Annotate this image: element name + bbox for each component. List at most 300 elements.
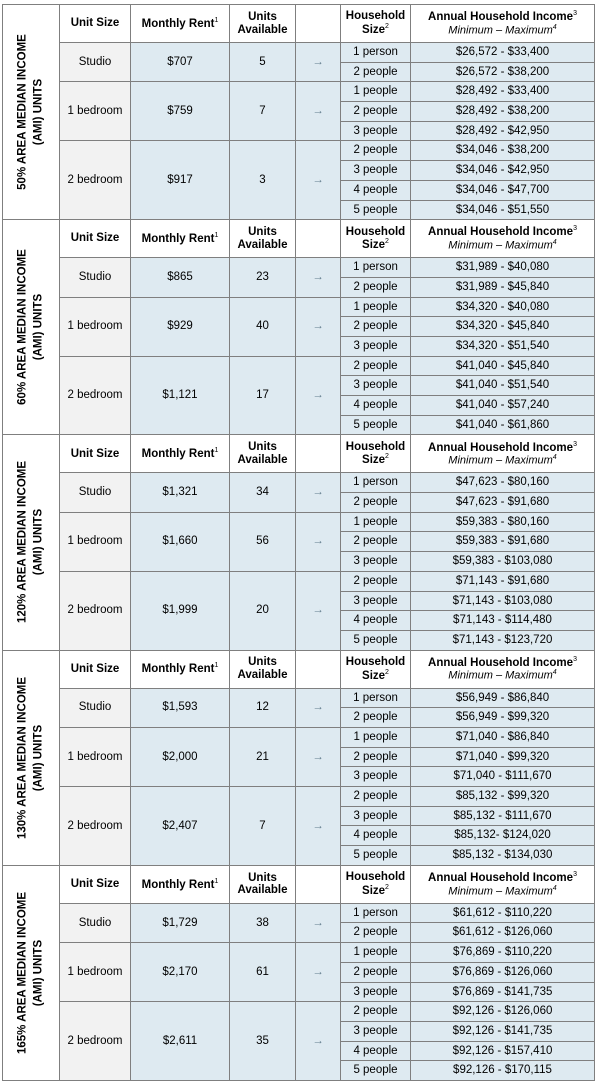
household-size-text: 5 people	[353, 633, 398, 646]
household-size-text: 1 person	[353, 476, 398, 489]
arrow-right-glyph: →	[312, 105, 324, 118]
unit-size-cell	[60, 473, 131, 512]
units-available-text: 12	[256, 701, 269, 714]
table-row	[3, 1002, 595, 1022]
units-available-header	[230, 220, 296, 258]
arrow-right-icon	[296, 141, 341, 220]
monthly-rent-cell	[131, 943, 230, 1002]
income-range-subheader-text: Minimum – Maximum	[448, 24, 553, 37]
annual-income-header-text: Annual Household Income	[428, 871, 574, 884]
monthly-rent-text: $929	[167, 320, 193, 333]
footnote-marker: 4	[552, 239, 557, 247]
income-range-cell	[411, 943, 595, 963]
income-range-text: $85,132 - $111,670	[453, 809, 552, 822]
income-range-text: $34,046 - $38,200	[455, 144, 550, 157]
household-size-text: 2 people	[353, 496, 398, 509]
household-size-cell	[341, 727, 411, 747]
household-size-text: 1 person	[353, 906, 398, 919]
household-size-text: 3 people	[353, 164, 398, 177]
monthly-rent-cell	[131, 787, 230, 866]
income-range-cell	[411, 161, 595, 181]
household-size-cell	[341, 82, 411, 102]
units-available-cell	[230, 512, 296, 571]
household-size-cell	[341, 493, 411, 513]
income-range-subheader	[411, 24, 594, 37]
unit-size-cell	[60, 141, 131, 220]
income-range-text: $92,126 - $157,410	[452, 1044, 553, 1057]
income-range-cell	[411, 62, 595, 82]
units-available-text: 7	[259, 105, 266, 118]
income-range-cell	[411, 180, 595, 200]
monthly-rent-header	[131, 650, 230, 688]
table-row	[3, 473, 595, 493]
household-size-cell	[341, 982, 411, 1002]
arrow-right-glyph: →	[312, 486, 324, 499]
units-available-cell	[230, 82, 296, 141]
arrow-right-glyph: →	[312, 819, 324, 832]
income-range-cell	[411, 1041, 595, 1061]
household-size-cell	[341, 62, 411, 82]
income-range-text: $56,949 - $86,840	[455, 691, 550, 704]
annual-income-header	[411, 865, 595, 903]
income-range-cell	[411, 297, 595, 317]
monthly-rent-text: $917	[167, 173, 193, 186]
units-available-header-text: Units Available	[237, 226, 288, 251]
income-range-text: $31,989 - $45,840	[455, 280, 550, 293]
household-size-text: 2 people	[353, 105, 398, 118]
table-row	[3, 688, 595, 708]
household-size-text: 2 people	[353, 926, 398, 939]
income-range-text: $41,040 - $45,840	[455, 359, 550, 372]
income-range-text: $41,040 - $51,540	[455, 379, 550, 392]
annual-income-header	[411, 435, 595, 473]
income-range-cell	[411, 1021, 595, 1041]
income-range-text: $71,143 - $91,680	[455, 574, 550, 587]
income-range-cell	[411, 903, 595, 923]
household-size-cell	[341, 1061, 411, 1081]
arrow-right-glyph: →	[312, 320, 324, 333]
income-range-text: $92,126 - $170,115	[453, 1064, 552, 1077]
arrow-header	[296, 435, 341, 473]
footnote-marker: 3	[573, 871, 577, 879]
footnote-marker: 1	[214, 662, 219, 670]
household-size-header	[341, 865, 411, 903]
units-available-header-text: Units Available	[237, 441, 288, 466]
arrow-right-glyph: →	[312, 389, 324, 402]
income-range-text: $61,612 - $110,220	[453, 906, 552, 919]
arrow-right-glyph: →	[312, 271, 324, 284]
monthly-rent-text: $2,000	[162, 750, 198, 763]
units-available-header-text: Units Available	[237, 10, 288, 36]
income-range-subheader-text: Minimum – Maximum	[448, 670, 553, 683]
arrow-right-glyph: →	[312, 916, 324, 929]
units-available-text: 20	[256, 604, 269, 617]
annual-income-header	[411, 220, 595, 258]
footnote-marker: 3	[573, 10, 577, 18]
arrow-right-icon	[296, 43, 341, 82]
units-available-header-text: Units Available	[237, 656, 288, 682]
income-range-text: $85,132- $124,020	[454, 829, 551, 842]
household-size-text: 2 people	[353, 965, 398, 978]
income-range-text: $76,869 - $141,735	[452, 985, 553, 998]
monthly-rent-cell	[131, 512, 230, 571]
household-size-header	[341, 435, 411, 473]
household-size-text: 5 people	[353, 849, 398, 862]
units-available-cell	[230, 571, 296, 650]
ami-level-label	[3, 865, 60, 1080]
income-range-subheader	[411, 885, 594, 898]
arrow-right-glyph: →	[312, 1034, 324, 1047]
household-size-cell	[341, 180, 411, 200]
income-range-cell	[411, 767, 595, 787]
unit-size-text: 1 bedroom	[67, 965, 123, 978]
arrow-right-icon	[296, 297, 341, 356]
ami-rent-table	[2, 4, 595, 1081]
income-range-text: $59,383 - $103,080	[452, 555, 553, 568]
unit-size-header-text: Unit Size	[70, 17, 120, 30]
unit-size-cell	[60, 297, 131, 356]
units-available-cell	[230, 141, 296, 220]
income-range-cell	[411, 277, 595, 297]
income-range-cell	[411, 102, 595, 122]
ami-level-text: 165% AREA MEDIAN INCOME (AMI) UNITS	[16, 891, 44, 1054]
annual-income-header-line	[428, 11, 577, 23]
footnote-marker: 4	[552, 23, 557, 31]
table-row	[3, 787, 595, 807]
income-range-cell	[411, 591, 595, 611]
household-size-text: 2 people	[353, 790, 398, 803]
household-size-cell	[341, 806, 411, 826]
monthly-rent-cell	[131, 727, 230, 786]
header-row	[3, 220, 595, 258]
income-range-text: $61,612 - $126,060	[452, 926, 553, 939]
ami-level-label	[3, 220, 60, 435]
units-available-cell	[230, 356, 296, 435]
arrow-right-glyph: →	[312, 750, 324, 763]
table-row	[3, 141, 595, 161]
units-available-cell	[230, 258, 296, 297]
household-size-cell	[341, 102, 411, 122]
footnote-marker: 2	[385, 23, 389, 31]
household-size-cell	[341, 297, 411, 317]
monthly-rent-header-text: Monthly Rent	[141, 17, 215, 30]
units-available-cell	[230, 473, 296, 512]
household-size-header	[341, 650, 411, 688]
income-range-text: $71,040 - $111,670	[453, 770, 552, 783]
household-size-cell	[341, 903, 411, 923]
footnote-marker: 3	[573, 225, 577, 233]
annual-income-header-text: Annual Household Income	[428, 226, 574, 239]
household-size-header-text: Household Size	[345, 10, 406, 36]
income-range-subheader	[411, 669, 594, 682]
income-range-cell	[411, 493, 595, 513]
arrow-right-glyph: →	[312, 965, 324, 978]
income-range-subheader	[411, 454, 594, 467]
household-size-text: 1 people	[353, 515, 398, 528]
monthly-rent-header	[131, 435, 230, 473]
annual-income-header	[411, 650, 595, 688]
units-available-cell	[230, 787, 296, 866]
header-row	[3, 650, 595, 688]
unit-size-cell	[60, 727, 131, 786]
household-size-cell	[341, 317, 411, 337]
income-range-text: $71,040 - $86,840	[455, 730, 550, 743]
income-range-cell	[411, 376, 595, 396]
units-available-cell	[230, 43, 296, 82]
footnote-marker: 2	[385, 668, 389, 676]
footnote-marker: 2	[385, 453, 389, 461]
footnote-marker: 2	[385, 883, 389, 891]
monthly-rent-text: $865	[167, 271, 193, 284]
monthly-rent-text: $1,121	[162, 389, 198, 402]
household-size-text: 1 people	[353, 730, 398, 743]
units-available-text: 7	[259, 819, 266, 832]
unit-size-text: 1 bedroom	[67, 750, 123, 763]
units-available-text: 23	[256, 271, 269, 284]
household-size-text: 3 people	[353, 594, 398, 607]
monthly-rent-cell	[131, 43, 230, 82]
household-size-text: 1 people	[353, 85, 398, 98]
footnote-marker: 3	[573, 655, 577, 663]
household-size-cell	[341, 611, 411, 631]
unit-size-header	[60, 5, 131, 43]
unit-size-cell	[60, 258, 131, 297]
header-row	[3, 435, 595, 473]
monthly-rent-text: $1,729	[162, 916, 198, 929]
arrow-right-icon	[296, 258, 341, 297]
household-size-text: 1 people	[353, 946, 398, 959]
income-range-cell	[411, 1002, 595, 1022]
table-row	[3, 512, 595, 532]
unit-size-text: 1 bedroom	[67, 105, 123, 118]
household-size-header-text: Household Size	[345, 440, 406, 467]
income-range-cell	[411, 962, 595, 982]
household-size-text: 1 person	[353, 691, 398, 704]
monthly-rent-cell	[131, 473, 230, 512]
table-row	[3, 903, 595, 923]
income-range-cell	[411, 473, 595, 493]
unit-size-cell	[60, 82, 131, 141]
household-size-header-text: Household Size	[345, 871, 406, 897]
arrow-right-glyph: →	[312, 701, 324, 714]
monthly-rent-text: $707	[167, 55, 193, 68]
monthly-rent-text: $1,660	[162, 535, 198, 548]
annual-income-header-line	[428, 226, 577, 238]
table-row	[3, 727, 595, 747]
household-size-text: 4 people	[353, 1044, 398, 1057]
household-size-cell	[341, 571, 411, 591]
income-range-text: $28,492 - $33,400	[455, 85, 550, 98]
monthly-rent-text: $2,170	[162, 965, 198, 978]
income-range-cell	[411, 923, 595, 943]
unit-size-text: 1 bedroom	[67, 320, 123, 333]
income-range-text: $34,320 - $40,080	[455, 300, 550, 313]
household-size-cell	[341, 747, 411, 767]
arrow-right-icon	[296, 1002, 341, 1081]
income-range-cell	[411, 571, 595, 591]
monthly-rent-header	[131, 5, 230, 43]
arrow-right-icon	[296, 473, 341, 512]
income-range-cell	[411, 727, 595, 747]
household-size-cell	[341, 512, 411, 532]
arrow-header	[296, 220, 341, 258]
unit-size-text: 1 bedroom	[67, 535, 123, 548]
income-range-cell	[411, 806, 595, 826]
units-available-header	[230, 435, 296, 473]
household-size-text: 2 people	[353, 280, 398, 293]
household-size-text: 4 people	[353, 614, 398, 627]
income-range-text: $26,572 - $38,200	[455, 65, 550, 78]
household-size-text: 1 person	[353, 261, 398, 274]
units-available-text: 35	[256, 1034, 269, 1047]
household-size-text: 2 people	[353, 1005, 398, 1018]
household-size-text: 3 people	[353, 1024, 398, 1037]
annual-income-header-text: Annual Household Income	[428, 656, 574, 669]
ami-level-text: 50% AREA MEDIAN INCOME (AMI) UNITS	[16, 34, 44, 190]
footnote-marker: 4	[552, 454, 557, 462]
unit-size-header	[60, 865, 131, 903]
unit-size-header-text: Unit Size	[70, 877, 120, 890]
household-size-header	[341, 220, 411, 258]
household-size-text: 5 people	[353, 418, 398, 431]
units-available-header	[230, 650, 296, 688]
household-size-cell	[341, 630, 411, 650]
arrow-right-icon	[296, 727, 341, 786]
unit-size-text: 2 bedroom	[67, 389, 123, 402]
ami-level-label	[3, 435, 60, 650]
monthly-rent-cell	[131, 688, 230, 727]
arrow-right-icon	[296, 356, 341, 435]
units-available-text: 21	[256, 750, 269, 763]
income-range-text: $34,320 - $45,840	[455, 320, 550, 333]
income-range-text: $41,040 - $57,240	[455, 399, 550, 412]
income-range-cell	[411, 611, 595, 631]
household-size-text: 2 people	[353, 535, 398, 548]
unit-size-header	[60, 650, 131, 688]
income-range-cell	[411, 688, 595, 708]
annual-income-header-text: Annual Household Income	[428, 441, 574, 454]
income-range-text: $34,320 - $51,540	[455, 339, 550, 352]
unit-size-text: 2 bedroom	[67, 604, 123, 617]
footnote-marker: 3	[573, 440, 577, 448]
arrow-right-icon	[296, 688, 341, 727]
household-size-cell	[341, 473, 411, 493]
units-available-cell	[230, 688, 296, 727]
income-range-cell	[411, 708, 595, 728]
income-range-cell	[411, 826, 595, 846]
monthly-rent-header-text: Monthly Rent	[141, 232, 215, 245]
footnote-marker: 1	[214, 16, 219, 24]
household-size-cell	[341, 396, 411, 416]
unit-size-text: Studio	[78, 916, 112, 929]
household-size-cell	[341, 767, 411, 787]
income-range-cell	[411, 43, 595, 63]
income-range-cell	[411, 121, 595, 141]
household-size-cell	[341, 1021, 411, 1041]
arrow-header	[296, 5, 341, 43]
income-range-text: $85,132 - $99,320	[455, 790, 550, 803]
monthly-rent-text: $2,407	[162, 819, 198, 832]
household-size-cell	[341, 356, 411, 376]
units-available-text: 61	[256, 965, 269, 978]
household-size-cell	[341, 787, 411, 807]
units-available-text: 5	[259, 55, 266, 68]
income-range-text: $59,383 - $91,680	[455, 535, 550, 548]
income-range-text: $28,492 - $38,200	[455, 105, 550, 118]
unit-size-cell	[60, 903, 131, 942]
unit-size-header	[60, 435, 131, 473]
unit-size-text: Studio	[78, 701, 112, 714]
annual-income-header-line	[428, 872, 577, 884]
monthly-rent-text: $1,593	[162, 701, 198, 714]
units-available-text: 3	[259, 173, 266, 186]
household-size-text: 3 people	[353, 124, 398, 137]
household-size-cell	[341, 161, 411, 181]
units-available-cell	[230, 903, 296, 942]
household-size-text: 4 people	[353, 183, 398, 196]
monthly-rent-cell	[131, 1002, 230, 1081]
household-size-cell	[341, 923, 411, 943]
arrow-right-icon	[296, 82, 341, 141]
household-size-text: 2 people	[353, 144, 398, 157]
ami-level-text: 60% AREA MEDIAN INCOME (AMI) UNITS	[16, 249, 44, 406]
household-size-text: 1 person	[353, 46, 398, 59]
income-range-cell	[411, 552, 595, 572]
household-size-cell	[341, 708, 411, 728]
table-row	[3, 43, 595, 63]
unit-size-cell	[60, 571, 131, 650]
income-range-subheader-text: Minimum – Maximum	[448, 885, 553, 898]
units-available-text: 56	[256, 535, 269, 548]
household-size-cell	[341, 1002, 411, 1022]
monthly-rent-text: $759	[167, 105, 193, 118]
units-available-text: 40	[256, 320, 269, 333]
monthly-rent-header-text: Monthly Rent	[141, 663, 215, 676]
income-range-cell	[411, 532, 595, 552]
ami-level-text: 120% AREA MEDIAN INCOME (AMI) UNITS	[16, 461, 44, 624]
unit-size-cell	[60, 1002, 131, 1081]
units-available-cell	[230, 297, 296, 356]
unit-size-text: Studio	[78, 55, 112, 68]
income-range-cell	[411, 396, 595, 416]
income-range-text: $71,143 - $123,720	[452, 633, 553, 646]
household-size-text: 2 people	[353, 359, 398, 372]
household-size-cell	[341, 532, 411, 552]
income-range-subheader-text: Minimum – Maximum	[448, 454, 553, 467]
income-range-cell	[411, 415, 595, 435]
household-size-cell	[341, 552, 411, 572]
unit-size-cell	[60, 787, 131, 866]
income-range-cell	[411, 787, 595, 807]
income-range-cell	[411, 846, 595, 866]
monthly-rent-text: $1,321	[162, 486, 198, 499]
table-row	[3, 943, 595, 963]
income-range-text: $47,623 - $80,160	[455, 476, 550, 489]
household-size-header	[341, 5, 411, 43]
household-size-cell	[341, 200, 411, 220]
footnote-marker: 1	[214, 231, 219, 239]
household-size-cell	[341, 376, 411, 396]
arrow-right-icon	[296, 787, 341, 866]
unit-size-cell	[60, 688, 131, 727]
household-size-text: 4 people	[353, 399, 398, 412]
table-row	[3, 258, 595, 278]
table-row	[3, 297, 595, 317]
unit-size-text: Studio	[78, 486, 112, 499]
household-size-cell	[341, 1041, 411, 1061]
unit-size-text: 2 bedroom	[67, 819, 123, 832]
unit-size-text: 2 bedroom	[67, 173, 123, 186]
